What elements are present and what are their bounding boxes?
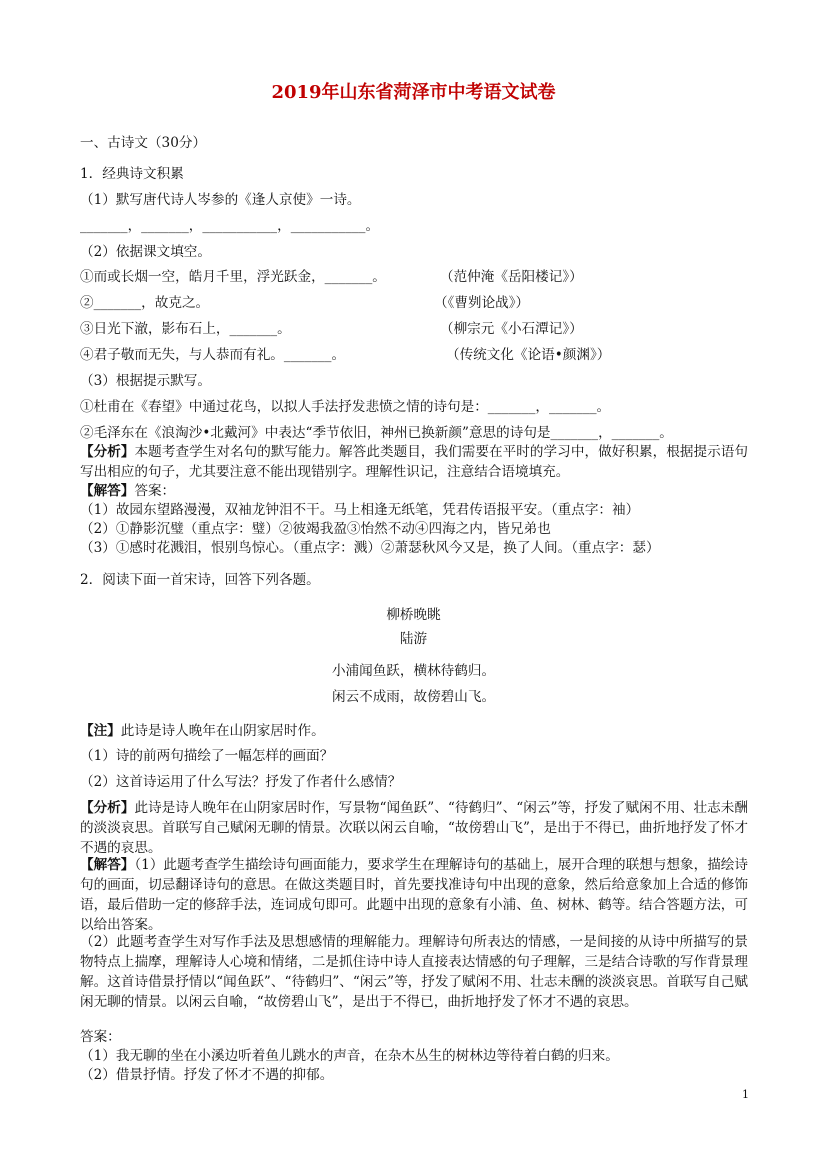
q1-analysis xyxy=(80,442,748,482)
page-title: 2019年山东省菏泽市中考语文试卷 xyxy=(271,82,556,103)
q1-item-1-source: （范仲淹《岳阳楼记》） xyxy=(440,269,583,285)
analysis-text: 本题考查学生对名句的默写能力。解答此类题目，我们需要在平时的学习中，做好积累，根据提示语句写出相应的句子，尤其要注意不能出现错别字。理解性识记，注意结合语境填充。 xyxy=(80,444,749,480)
page-number: 1 xyxy=(742,1088,749,1101)
q2-analysis xyxy=(80,798,748,858)
q2-answer-2: （2）此题考查学生对写作手法及思想感情的理解能力。理解诗句所表达的情感，一是间接的从诗中所描写的景物特点上揣摩，理解诗人心境和情绪，二是抓住诗中诗人直接表达情感的句子理解，三是结合诗歌的写作背景理解。这首诗借景抒情以“闻鱼跃”、“待鹤归”、“闲云”等，抒发了赋闲不用、壮志未酬的淡淡哀思。首联写自己赋闲无聊的情景。以闲云自喻，“故傍碧山飞”，是出于不得已，曲折地抒发了怀才不遇的哀思。 xyxy=(80,934,748,1010)
q1-item-2-source: （《曹刿论战》） xyxy=(434,295,530,311)
q2-answer-intro: 答案： xyxy=(80,1029,121,1045)
q1-part3: （3）根据提示默写。 xyxy=(80,373,211,389)
q1-part3b: ②毛泽东在《浪淘沙•北戴河》中表达“季节依旧，神州已换新颜”意思的诗句是_______，_______。 xyxy=(80,425,673,441)
q1-item-3: ③日光下澈，影布石上，_______。 xyxy=(80,321,291,337)
q2-answer-1 xyxy=(80,855,748,935)
poem-line-2: 闲云不成雨，故傍碧山飞。 xyxy=(331,689,496,705)
section-heading: 一、古诗文（30分） xyxy=(80,135,207,151)
q1-item-4: ④君子敬而无失，与人恭而有礼。_______。 xyxy=(80,347,346,363)
q1-item-4-source: （传统文化《论语•颜渊》） xyxy=(446,347,611,363)
q1-part1: （1）默写唐代诗人岑参的《逢人京使》一诗。 xyxy=(80,192,361,208)
q1-item-2: ②_______，故克之。 xyxy=(80,295,210,311)
poem-line-1: 小浦闻鱼跃，横林待鹤归。 xyxy=(331,663,496,679)
note-text: 此诗是诗人晚年在山阴家居时作。 xyxy=(120,723,325,739)
q2-final-2: （2）借景抒情。抒发了怀才不遇的抑郁。 xyxy=(80,1067,334,1083)
analysis-text: 此诗是诗人晚年在山阴家居时作，写景物“闻鱼跃”、“待鹤归”、“闲云”等，抒发了赋闲不用、壮志未酬的淡淡哀思。首联写自己赋闲无聊的情景。次联以闲云自喻，“故傍碧山飞”，是出于不得已，曲折地抒发了怀才不遇的哀思。 xyxy=(80,800,748,856)
q1-part1-blanks: _______，_______，___________，___________。 xyxy=(80,218,380,234)
analysis-label: 【分析】 xyxy=(80,444,135,460)
q2-final-1: （1）我无聊的坐在小溪边听着鱼儿跳水的声音，在杂木丛生的树林边等待着白鹤的归来。 xyxy=(80,1048,619,1064)
q1-item-3-source: （柳宗元《小石潭记》） xyxy=(440,321,583,337)
q2-note xyxy=(80,721,325,741)
q1-item-1: ①而或长烟一空，皓月千里，浮光跃金，_______。 xyxy=(80,269,386,285)
q1-answer-1: （1）故园东望路漫漫，双袖龙钟泪不干。马上相逢无纸笔，凭君传语报平安。（重点字：袖） xyxy=(80,502,640,518)
note-label: 【注】 xyxy=(80,723,121,739)
q1-part3a: ①杜甫在《春望》中通过花鸟，以拟人手法抒发悲愤之情的诗句是：_______，_______。 xyxy=(80,399,611,415)
analysis-label: 【分析】 xyxy=(80,800,135,816)
question-2-heading: 2．阅读下面一首宋诗，回答下列各题。 xyxy=(80,572,320,588)
answer-label: 【解答】 xyxy=(80,483,135,499)
poem-title: 柳桥晚眺 xyxy=(386,607,441,623)
q1-answer-2: （2）①静影沉璧（重点字：璧）②彼竭我盈③怡然不动④四海之内，皆兄弟也 xyxy=(80,521,551,537)
q1-answer-3: （3）①感时花溅泪，恨别鸟惊心。（重点字：溅）②萧瑟秋风今又是，换了人间。（重点字：瑟） xyxy=(80,540,660,556)
answer-label: 【解答】 xyxy=(80,857,135,873)
poem-author: 陆游 xyxy=(399,631,428,647)
question-1-heading: 1．经典诗文积累 xyxy=(80,166,184,182)
answer-text-1: （1）此题考查学生描绘诗句画面能力，要求学生在理解诗句的基础上，展开合理的联想与想象，描绘诗句的画面，切忌翻译诗句的意思。在做这类题目时，首先要找准诗句中出现的意象，然后给意象加上合适的修饰语，最后借助一定的修辞手法，连词成句即可。此题中出现的意象有小浦、鱼、树林、鹤等。结合答题方法，可以给出答案。 xyxy=(80,857,748,933)
answer-intro: 答案： xyxy=(134,483,176,499)
q1-part2: （2）依据课文填空。 xyxy=(80,244,211,260)
q2-question-a: （1）诗的前两句描绘了一幅怎样的画面？ xyxy=(80,748,334,764)
q1-answer xyxy=(80,481,175,501)
q2-question-b: （2）这首诗运用了什么写法？抒发了作者什么感情？ xyxy=(80,774,402,790)
